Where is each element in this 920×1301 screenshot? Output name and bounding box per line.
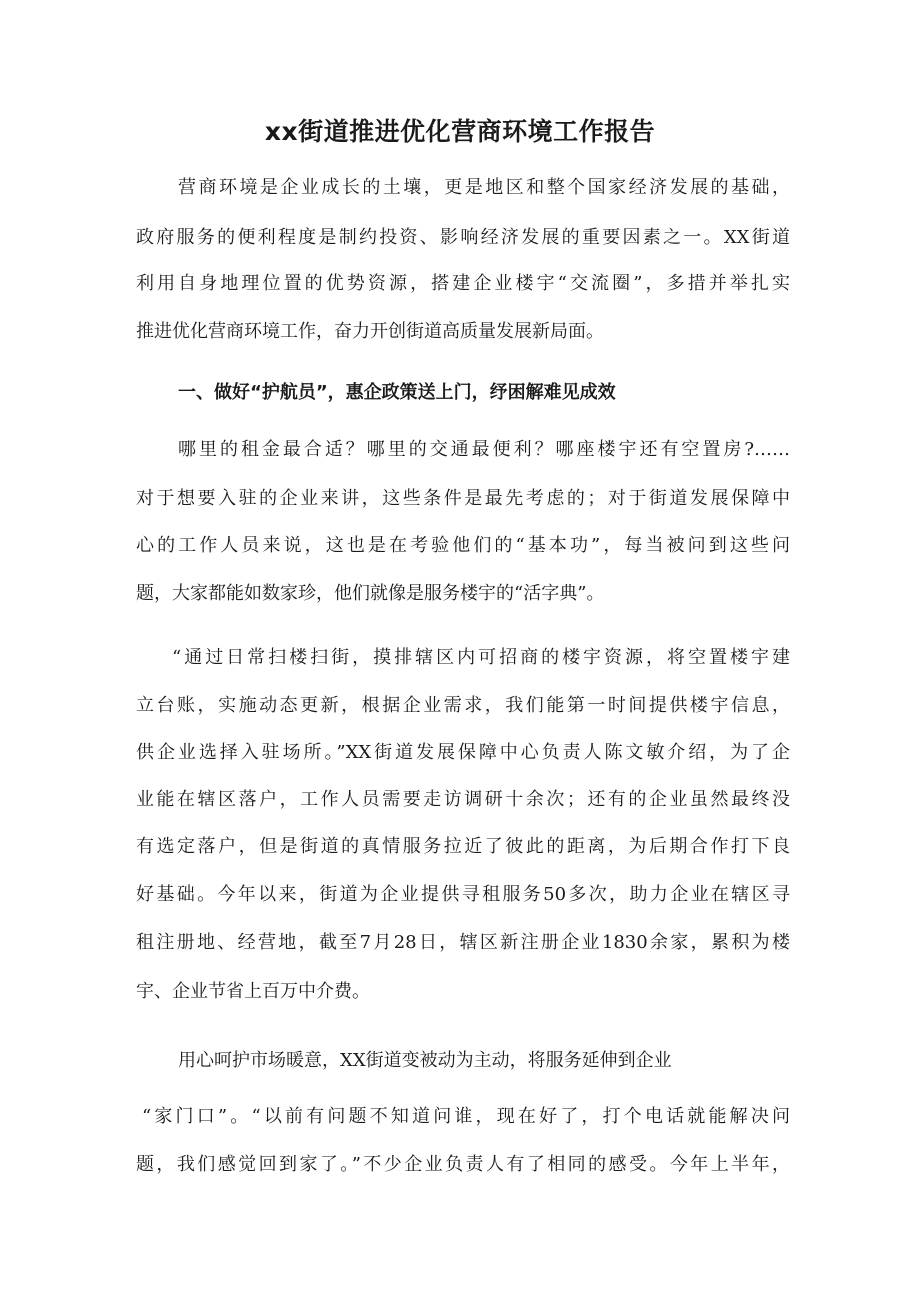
intro-line-4: 推进优化营商环境工作，奋力开创街道高质量发展新局面。 [136, 321, 604, 342]
para3-line-1: 用心呵护市场暖意，XX街道变被动为主动，将服务延伸到企业 [178, 1050, 672, 1071]
para2-line-5: 有选定落户，但是街道的真情服务拉近了彼此的距离，为后期合作打下良 [136, 836, 790, 857]
para3-line-3: 题，我们感觉回到家了。”不少企业负责人有了相同的感受。今年上半年， [136, 1154, 790, 1175]
intro-line-1: 营商环境是企业成长的土壤，更是地区和整个国家经济发展的基础， [178, 177, 790, 198]
para2-line-3: 供企业选择入驻场所。”XX街道发展保障中心负责人陈文敏介绍，为了企 [136, 742, 790, 763]
para2-line-8: 宇、企业节省上百万中介费。 [136, 981, 370, 1002]
para1-line-2: 对于想要入驻的企业来讲，这些条件是最先考虑的；对于街道发展保障中 [136, 488, 790, 509]
section-heading-1: 一、做好“护航员”，惠企政策送上门，纾困解难见成效 [178, 382, 616, 403]
para2-line-6: 好基础。今年以来，街道为企业提供寻租服务50多次，助力企业在辖区寻 [136, 884, 790, 905]
para1-line-1: 哪里的租金最合适？哪里的交通最便利？哪座楼宇还有空置房?…… [178, 439, 790, 460]
para1-line-4: 题，大家都能如数家珍，他们就像是服务楼宇的“活字典”。 [136, 583, 605, 604]
para3-line-2: “家门口”。“以前有问题不知道问谁，现在好了，打个电话就能解决问 [142, 1106, 790, 1127]
para2-line-4: 业能在辖区落户，工作人员需要走访调研十余次；还有的企业虽然最终没 [136, 789, 790, 810]
intro-line-2: 政府服务的便利程度是制约投资、影响经济发展的重要因素之一。XX街道 [136, 227, 790, 248]
para2-line-7: 租注册地、经营地，截至7月28日，辖区新注册企业1830余家，累积为楼 [136, 932, 790, 953]
intro-line-3: 利用自身地理位置的优势资源，搭建企业楼宇“交流圈”，多措并举扎实 [136, 273, 790, 294]
para2-line-2: 立台账，实施动态更新，根据企业需求，我们能第一时间提供楼宇信息， [136, 695, 790, 716]
para1-line-3: 心的工作人员来说，这也是在考验他们的“基本功”，每当被问到这些问 [136, 535, 790, 556]
para2-line-1: “通过日常扫楼扫街，摸排辖区内可招商的楼宇资源，将空置楼宇建 [172, 647, 790, 668]
document-title: xx街道推进优化营商环境工作报告 [264, 117, 656, 146]
